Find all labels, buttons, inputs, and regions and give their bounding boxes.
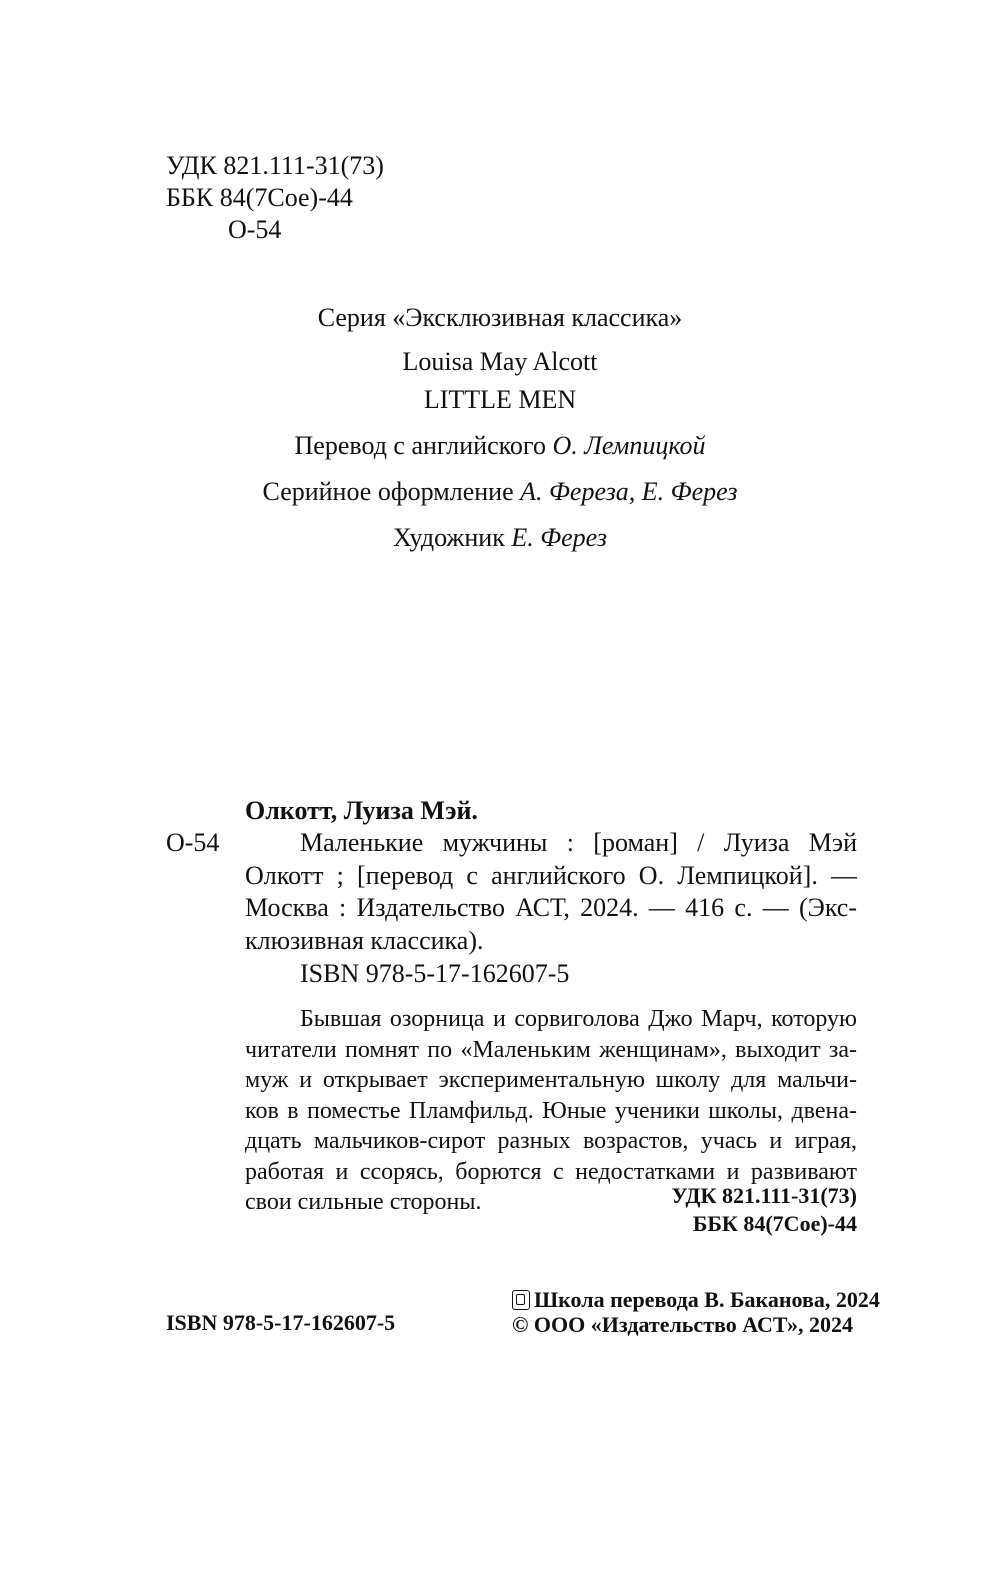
artist-prefix: Художник xyxy=(392,523,505,552)
annotation-line: читатели помнят по «Маленьким женщинам», выходит за- xyxy=(245,1036,857,1063)
copyright-icon xyxy=(512,1290,530,1310)
copyright-publisher: © ООО «Издательство АСТ», 2024 xyxy=(512,1312,854,1337)
annotation-line: Бывшая озорница и сорвиголова Джо Марч, которую xyxy=(300,1006,857,1032)
translator-name: О. Лемпицкой xyxy=(552,431,706,460)
artist-line xyxy=(0,522,1000,554)
catalog-udk: УДК 821.111-31(73) xyxy=(671,1183,857,1208)
translation-prefix: Перевод с английского xyxy=(294,431,546,460)
catalog-isbn: ISBN 978-5-17-162607-5 xyxy=(300,959,570,988)
designer-names: А. Фереза, Е. Ферез xyxy=(520,477,738,506)
translation-line xyxy=(0,430,1000,462)
design-line xyxy=(0,476,1000,508)
annotation-line: муж и открывает экспериментальную школу для мальчи- xyxy=(245,1067,857,1093)
description-line: Маленькие мужчины : [роман] / Луиза Мэй xyxy=(300,828,857,857)
udk-code: УДК 821.111-31(73) xyxy=(166,151,384,180)
catalog-author: Олкотт, Луиза Мэй. xyxy=(245,796,478,825)
footer-isbn: ISBN 978-5-17-162607-5 xyxy=(166,1310,396,1335)
annotation-line: работая и ссорясь, борются с недостатками и развивают xyxy=(245,1158,857,1185)
title-original: LITTLE MEN xyxy=(423,385,577,414)
description-line: клюзивная классика). xyxy=(245,925,484,955)
bbk-code: ББК 84(7Сое)-44 xyxy=(166,183,353,212)
author-original: Louisa May Alcott xyxy=(402,347,598,376)
catalog-code: О-54 xyxy=(166,828,220,857)
description-line: Олкотт ; [перевод с английского О. Лемпицкой]. — xyxy=(245,860,857,890)
series-title: Серия «Эксклюзивная классика» xyxy=(317,303,683,332)
design-prefix: Серийное оформление xyxy=(262,477,514,506)
catalog-description xyxy=(245,827,857,957)
annotation-line: дцать мальчиков-сирот разных возрастов, учась и играя, xyxy=(245,1128,857,1154)
annotation-line: свои сильные стороны. xyxy=(245,1189,482,1215)
annotation-line: ков в поместье Пламфильд. Юные ученики школы, двена- xyxy=(245,1097,857,1124)
description-line: Москва : Издательство АСТ, 2024. — 416 с. — (Экс- xyxy=(245,893,857,922)
artist-name: Е. Ферез xyxy=(511,523,608,552)
author-mark: О-54 xyxy=(228,215,282,244)
copyright-school: Школа перевода В. Баканова, 2024 xyxy=(534,1287,880,1312)
catalog-bbk: ББК 84(7Сое)-44 xyxy=(692,1211,857,1236)
